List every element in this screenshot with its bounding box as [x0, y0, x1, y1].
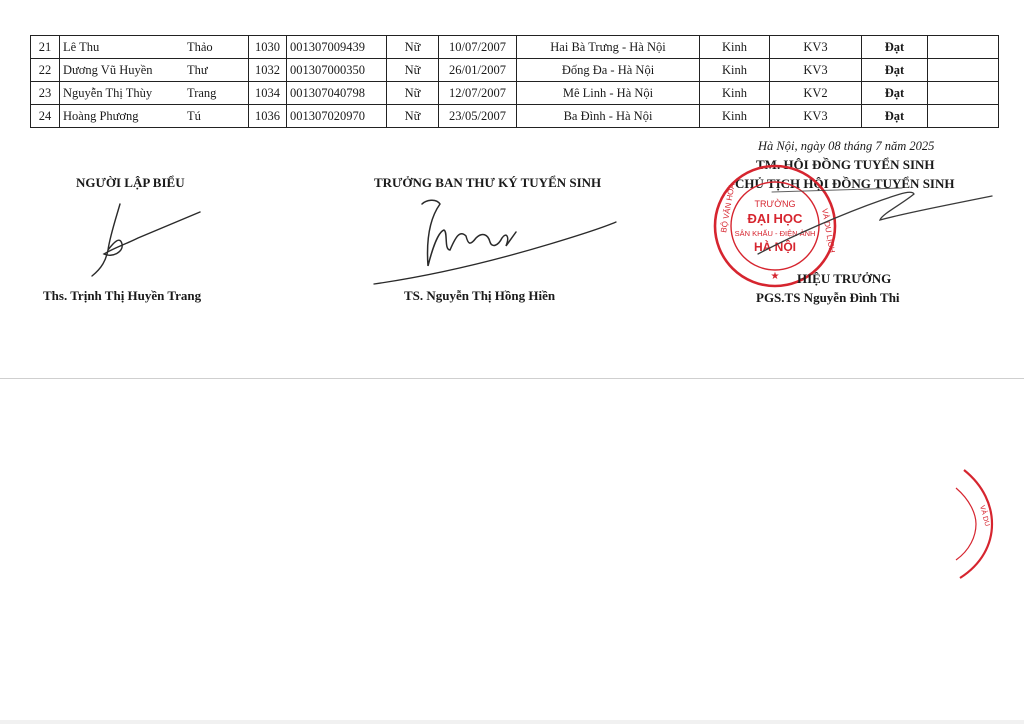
- svg-text:VÀ DU LỊCH: VÀ DU LỊCH: [820, 207, 837, 254]
- right-signer-name: PGS.TS Nguyễn Đình Thi: [756, 290, 900, 305]
- cell-cccd: 001307020970: [287, 105, 387, 128]
- cell-ket-qua: Đạt: [862, 59, 928, 82]
- cell-ghi-chu: [928, 82, 999, 105]
- cell-gioi-tinh: Nữ: [387, 36, 439, 59]
- cell-ngay-sinh: 12/07/2007: [439, 82, 517, 105]
- svg-text:VÀ DU: VÀ DU: [978, 504, 991, 528]
- cell-noi-sinh: Mê Linh - Hà Nội: [517, 82, 700, 105]
- cell-stt: 22: [31, 59, 60, 82]
- cell-ket-qua: Đạt: [862, 82, 928, 105]
- cell-sbd: 1030: [249, 36, 287, 59]
- cell-gioi-tinh: Nữ: [387, 82, 439, 105]
- cell-ket-qua: Đạt: [862, 36, 928, 59]
- cell-cccd: 001307000350: [287, 59, 387, 82]
- cell-noi-sinh: Đống Đa - Hà Nội: [517, 59, 700, 82]
- table-row: [31, 82, 999, 105]
- cell-khu-vuc: KV2: [770, 82, 862, 105]
- cell-sbd: 1032: [249, 59, 287, 82]
- cell-dan-toc: Kinh: [700, 82, 770, 105]
- cell-ghi-chu: [928, 36, 999, 59]
- cell-dan-toc: Kinh: [700, 36, 770, 59]
- stamp-line-2: ĐẠI HỌC: [747, 211, 803, 226]
- page-bottom-edge: [0, 720, 1024, 724]
- cell-cccd: 001307040798: [287, 82, 387, 105]
- cell-ket-qua: Đạt: [862, 105, 928, 128]
- cell-ghi-chu: [928, 105, 999, 128]
- cell-dan-toc: Kinh: [700, 105, 770, 128]
- left-signer-title: NGƯỜI LẬP BIỂU: [76, 175, 185, 190]
- cell-ho: Lê Thu: [60, 36, 185, 59]
- cell-ho: Hoàng Phương: [60, 105, 185, 128]
- right-signature-icon: [752, 180, 1002, 260]
- cell-ngay-sinh: 26/01/2007: [439, 59, 517, 82]
- cell-ngay-sinh: 10/07/2007: [439, 36, 517, 59]
- cell-khu-vuc: KV3: [770, 36, 862, 59]
- cell-ho: Nguyễn Thị Thùy: [60, 82, 185, 105]
- stamp-line-3: SÂN KHẤU - ĐIỆN ẢNH: [734, 229, 816, 238]
- cell-khu-vuc: KV3: [770, 59, 862, 82]
- cell-gioi-tinh: Nữ: [387, 105, 439, 128]
- cell-stt: 23: [31, 82, 60, 105]
- right-signer-position: HIỆU TRƯỞNG: [797, 271, 892, 286]
- cell-ten: Thảo: [184, 36, 249, 59]
- cell-ten: Trang: [184, 82, 249, 105]
- cell-sbd: 1034: [249, 82, 287, 105]
- cell-dan-toc: Kinh: [700, 59, 770, 82]
- middle-signer-title: TRƯỞNG BAN THƯ KÝ TUYỂN SINH: [374, 175, 602, 190]
- cell-noi-sinh: Hai Bà Trưng - Hà Nội: [517, 36, 700, 59]
- middle-signer-name: TS. Nguyễn Thị Hồng Hiền: [404, 288, 556, 303]
- middle-signature-icon: [370, 192, 620, 287]
- table-row: [31, 59, 999, 82]
- cell-ten: Tú: [184, 105, 249, 128]
- cell-gioi-tinh: Nữ: [387, 59, 439, 82]
- table-row: [31, 36, 999, 59]
- results-table: [30, 35, 999, 128]
- right-signer-title-2: CHỦ TỊCH HỘI ĐỒNG TUYỂN SINH: [735, 176, 955, 191]
- left-signature-icon: [80, 198, 220, 284]
- partial-stamp-icon: [950, 466, 996, 582]
- cell-sbd: 1036: [249, 105, 287, 128]
- cell-khu-vuc: KV3: [770, 105, 862, 128]
- cell-cccd: 001307009439: [287, 36, 387, 59]
- cell-ghi-chu: [928, 59, 999, 82]
- cell-ten: Thư: [184, 59, 249, 82]
- cell-ngay-sinh: 23/05/2007: [439, 105, 517, 128]
- cell-stt: 24: [31, 105, 60, 128]
- cell-noi-sinh: Ba Đình - Hà Nội: [517, 105, 700, 128]
- svg-text:★: ★: [770, 271, 780, 282]
- left-signer-name: Ths. Trịnh Thị Huyền Trang: [43, 288, 202, 303]
- stamp-line-4: HÀ NỘI: [754, 240, 796, 254]
- right-signer-title-1: TM. HỘI ĐỒNG TUYỂN SINH: [756, 157, 935, 172]
- cell-stt: 21: [31, 36, 60, 59]
- date-line: Hà Nội, ngày 08 tháng 7 năm 2025: [758, 139, 935, 153]
- table-row: [31, 105, 999, 128]
- page-separator: [0, 378, 1024, 379]
- stamp-line-1: TRƯỜNG: [754, 199, 796, 209]
- cell-ho: Dương Vũ Huyền: [60, 59, 185, 82]
- svg-text:BỘ VĂN HÓA: BỘ VĂN HÓA: [719, 182, 737, 234]
